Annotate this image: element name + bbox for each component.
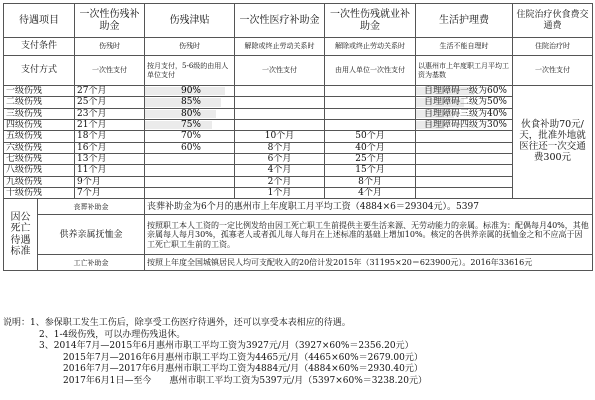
grade-name: 三级伤残 <box>4 108 75 119</box>
header-row <box>4 4 593 38</box>
grade-medical: 10个月 <box>235 131 325 142</box>
grade-row <box>4 108 593 119</box>
death-label: 因公死亡待遇标准 <box>4 199 38 271</box>
dependent-label: 供养亲属抚恤金 <box>38 215 145 255</box>
grade-care-value <box>463 143 466 153</box>
grade-lump-sum: 16个月 <box>75 142 145 153</box>
grade-lump-sum: 7个月 <box>75 188 145 199</box>
grade-allowance-value <box>188 154 191 164</box>
grade-row <box>4 154 593 165</box>
grade-row <box>4 165 593 176</box>
grade-lump-sum: 25个月 <box>75 97 145 108</box>
grade-name: 二级伤残 <box>4 97 75 108</box>
methods-row <box>4 56 593 86</box>
grade-allowance <box>145 86 235 97</box>
grade-allowance-value <box>188 188 191 198</box>
grade-lump-sum: 21个月 <box>75 120 145 131</box>
methods-care: 以惠州市上年度职工月平均工资为基数 <box>416 56 513 86</box>
grade-allowance <box>145 108 235 119</box>
methods-medical: 一次性支付 <box>235 56 325 86</box>
conditions-employment: 解除或终止劳动关系时 <box>325 38 416 56</box>
grade-allowance <box>145 165 235 176</box>
grade-allowance <box>145 142 235 153</box>
methods-meal: 一次性支付 <box>513 56 593 86</box>
grade-care-value <box>463 188 466 198</box>
grade-allowance <box>145 176 235 187</box>
grade-employment: 50个月 <box>325 131 416 142</box>
grade-medical: 2个月 <box>235 176 325 187</box>
death-compensation-row <box>4 255 593 271</box>
grade-care-value: 自理障碍一级为60% <box>423 86 507 96</box>
grade-employment: 15个月 <box>325 165 416 176</box>
grade-care-value: 自理障碍四级为30% <box>423 120 507 131</box>
header-care: 生活护理费 <box>416 4 513 38</box>
header-allowance: 伤残津贴 <box>145 4 235 38</box>
grade-allowance-value: 80% <box>180 108 201 119</box>
grade-care-value <box>463 165 466 175</box>
conditions-allowance: 伤残时 <box>145 38 235 56</box>
grade-employment: 8个月 <box>325 176 416 187</box>
grade-allowance <box>145 154 235 165</box>
grade-allowance-value: 60% <box>180 142 201 153</box>
note-line: 2017年6月1日—至今 惠州市职工平均工资为5397元/月（5397×60%＝3238.20元） <box>63 375 427 386</box>
grade-lump-sum: 9个月 <box>75 176 145 187</box>
note-line: 2、1-4级伤残，可以办理伤残退休。 <box>39 329 186 340</box>
grade-lump-sum: 23个月 <box>75 108 145 119</box>
grade-row <box>4 131 593 142</box>
grade-medical <box>235 97 325 108</box>
note-line: 2015年7月—2016年6月惠州市职工平均工资为4465元/月（4465×60%＝2679.00元） <box>63 352 423 363</box>
dependent-text: 按照职工本人工资的一定比例发给由因工死亡职工生前提供主要生活来源、无劳动能力的亲属。标准为：配偶每月40%，其他亲属每人每月30%，孤寡老人或者孤儿每人每月在上述标准的基础上增加10%。核定的各供养亲属的抚恤金之和不应高于因工死亡职工生前的工资。 <box>145 215 593 255</box>
grade-medical <box>235 120 325 131</box>
note-line: 2016年7月—2017年6月惠州市职工平均工资为4884元/月（4884×60%＝2930.40元） <box>63 364 423 374</box>
grade-employment: 4个月 <box>325 188 416 199</box>
grade-allowance <box>145 97 235 108</box>
grade-care-value: 自理障碍三级为40% <box>423 108 507 119</box>
grade-row <box>4 176 593 187</box>
grade-name: 一级伤残 <box>4 86 75 97</box>
grade-employment <box>325 120 416 131</box>
grade-employment: 40个月 <box>325 142 416 153</box>
note-line: 3、2014年7月—2015年6月惠州市职工平均工资为3927元/月（3927×60%＝2356.20元） <box>39 341 414 351</box>
grade-care <box>416 165 513 176</box>
header-lump-sum: 一次性伤残补助金 <box>75 4 145 38</box>
grade-allowance-value: 70% <box>180 131 201 142</box>
funeral-label: 丧葬补助金 <box>38 199 145 215</box>
grade-medical <box>235 86 325 97</box>
methods-employment: 由用人单位一次性支付 <box>325 56 416 86</box>
header-meal-transport: 住院治疗伙食费交通费 <box>513 4 593 38</box>
conditions-label: 支付条件 <box>4 38 75 56</box>
grade-employment <box>325 86 416 97</box>
grade-row <box>4 86 593 97</box>
grade-employment: 25个月 <box>325 154 416 165</box>
header-employment: 一次性伤残就业补助金 <box>325 4 416 38</box>
grade-care <box>416 142 513 153</box>
grade-allowance-value: 90% <box>180 86 201 96</box>
grade-care <box>416 176 513 187</box>
grade-allowance-value <box>188 177 191 187</box>
grade-care <box>416 120 513 131</box>
grade-care <box>416 154 513 165</box>
conditions-care: 生活不能自理时 <box>416 38 513 56</box>
grade-allowance <box>145 131 235 142</box>
grade-allowance-value: 85% <box>180 97 201 108</box>
conditions-meal: 住院治疗时 <box>513 38 593 56</box>
compensation-text: 按照上年度全国城镇居民人均可支配收入的20倍计发2015年（31195×20＝623900元）。2016年33616元 <box>145 255 593 271</box>
grade-care <box>416 108 513 119</box>
funeral-text: 丧葬补助金为6个月的惠州市上年度职工月平均工资（4884×6＝29304元）。5397 <box>145 199 593 215</box>
grade-care-value: 自理障碍二级为50% <box>423 97 507 108</box>
grade-care <box>416 86 513 97</box>
methods-label: 支付方式 <box>4 56 75 86</box>
header-item: 待遇项目 <box>4 4 75 38</box>
grade-allowance-value <box>188 165 191 175</box>
grade-medical: 4个月 <box>235 165 325 176</box>
death-dependent-row <box>4 215 593 255</box>
grade-name: 六级伤残 <box>4 142 75 153</box>
grade-allowance-value: 75% <box>180 120 201 131</box>
grade-name: 九级伤残 <box>4 176 75 187</box>
grade-row <box>4 188 593 199</box>
conditions-medical: 解除或终止劳动关系时 <box>235 38 325 56</box>
grade-medical: 8个月 <box>235 142 325 153</box>
grade-employment <box>325 108 416 119</box>
grade-care <box>416 131 513 142</box>
grade-lump-sum: 27个月 <box>75 86 145 97</box>
methods-allowance: 按月支付，5-6级的由用人单位支付 <box>145 56 235 86</box>
header-medical: 一次性医疗补助金 <box>235 4 325 38</box>
note-line: 说明：1、参保职工发生工伤后，除享受工伤医疗待遇外，还可以享受本表相应的待遇。 <box>3 318 351 328</box>
grade-name: 八级伤残 <box>4 165 75 176</box>
grade-care-value <box>463 177 466 187</box>
death-funeral-row <box>4 199 593 215</box>
grade-name: 七级伤残 <box>4 154 75 165</box>
conditions-lump-sum: 伤残时 <box>75 38 145 56</box>
grade-name: 十级伤残 <box>4 188 75 199</box>
grade-name: 五级伤残 <box>4 131 75 142</box>
grade-employment <box>325 97 416 108</box>
methods-lump-sum: 一次性支付 <box>75 56 145 86</box>
grade-row <box>4 142 593 153</box>
benefits-table <box>3 3 593 271</box>
grade-care <box>416 97 513 108</box>
compensation-label: 工亡补助金 <box>38 255 145 271</box>
grade-lump-sum: 13个月 <box>75 154 145 165</box>
grade-lump-sum: 18个月 <box>75 131 145 142</box>
grade-lump-sum: 11个月 <box>75 165 145 176</box>
notes-section <box>3 318 592 387</box>
grade-name: 四级伤残 <box>4 120 75 131</box>
conditions-row <box>4 38 593 56</box>
grade-care-value <box>463 131 466 141</box>
grade-medical: 6个月 <box>235 154 325 165</box>
grade-allowance <box>145 188 235 199</box>
grade-medical: 1个月 <box>235 188 325 199</box>
grade-row <box>4 120 593 131</box>
grade-allowance <box>145 120 235 131</box>
grade-medical <box>235 108 325 119</box>
grade-care-value <box>463 154 466 164</box>
meal-transport-note: 伙食补助70元/天，批准外地就医往还一次交通费300元 <box>513 86 593 199</box>
grade-care <box>416 188 513 199</box>
grade-row <box>4 97 593 108</box>
